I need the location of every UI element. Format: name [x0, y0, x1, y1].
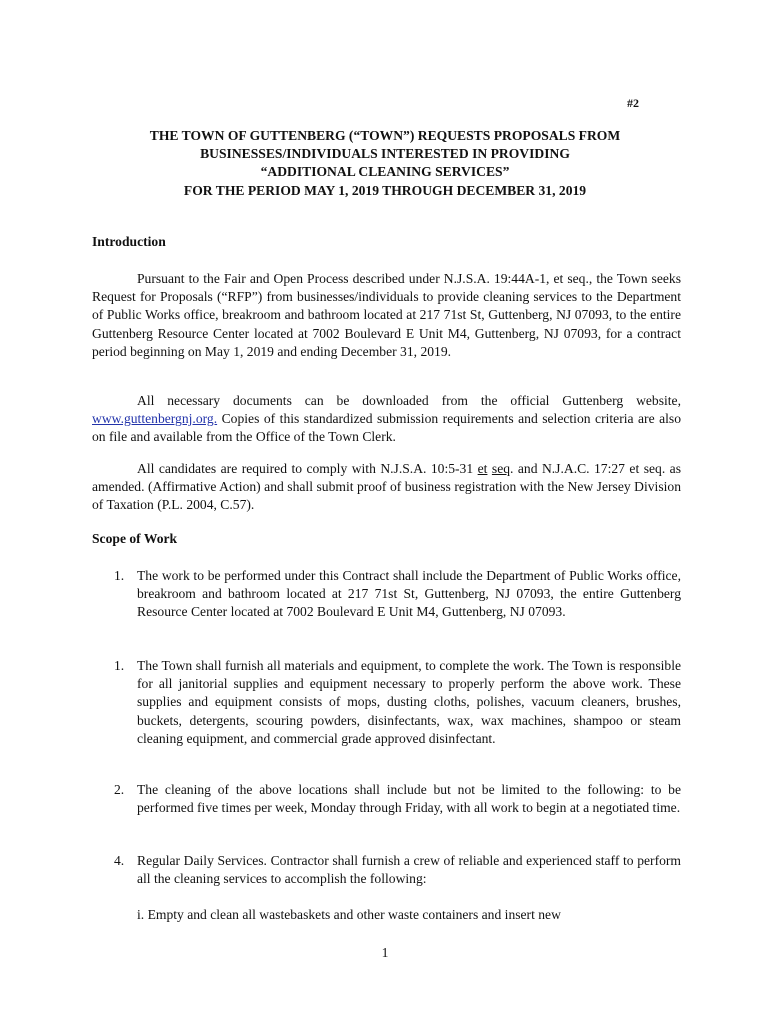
sub-list-item: i. Empty and clean all wastebaskets and other waste containers and insert new	[137, 907, 561, 922]
website-link[interactable]: www.guttenbergnj.org.	[92, 411, 218, 427]
title-line-4: FOR THE PERIOD MAY 1, 2019 THROUGH DECEMBER 31, 2019	[183, 182, 587, 198]
title-line-1: THE TOWN OF GUTTENBERG (“TOWN”) REQUESTS PROPOSALS FROM	[149, 128, 621, 143]
list-item-number: 1.	[114, 568, 125, 583]
list-item-number: 1.	[114, 658, 125, 673]
introduction-heading: Introduction	[92, 234, 166, 249]
paragraph-2-text-end: Copies of this standardized submission requirements and selection criteria are also on file and available from the Office of the Town Clerk.	[92, 411, 682, 445]
seq-underlined: seq	[491, 461, 511, 476]
paragraph-3-text-end: . and N.J.A.C. 17:27 et seq. as amended. (Affirmative Action) and shall submit proof of business registration with the New Jersey Division of Taxation (P.L. 2004, C.57).	[92, 461, 681, 513]
paragraph-2-text-start: All necessary documents can be downloaded from the official Guttenberg website,	[137, 393, 681, 408]
list-item-text: The work to be performed under this Contract shall include the Department of Public Works office, breakroom and bathroom located at 217 71st St, Guttenberg, NJ 07093, the entire Guttenberg Resource Center located at 7002 Boulevard E Unit M4, Guttenberg, NJ 07093.	[137, 568, 681, 620]
title-line-2: BUSINESSES/INDIVIDUALS INTERESTED IN PROVIDING	[200, 146, 570, 162]
page-number: 1	[381, 945, 389, 960]
introduction-paragraph-2	[92, 392, 681, 447]
scope-heading: Scope of Work	[92, 531, 178, 546]
paragraph-3-text-start: All candidates are required to comply with N.J.S.A. 10:5-31	[137, 461, 474, 476]
list-item-text: Regular Daily Services. Contractor shall furnish a crew of reliable and experienced staff to perform all the cleaning services to accomplish the following:	[137, 853, 681, 887]
list-item-text: The cleaning of the above locations shall include but not be limited to the following: to be performed five times per week, Monday through Friday, with all work to begin at a negotiated time.	[137, 782, 681, 816]
et-underlined: et	[477, 461, 488, 476]
list-item	[114, 657, 681, 748]
introduction-paragraph-3	[92, 460, 681, 515]
document-title	[92, 127, 678, 200]
list-item-number: 2.	[114, 782, 125, 797]
list-item	[114, 852, 681, 888]
list-item-text: The Town shall furnish all materials and equipment, to complete the work. The Town is responsible for all janitorial supplies and equipment necessary to properly perform the above work. These supplies and equipment consists of mops, dusting cloths, polishes, vacuum cleaners, brushes, buckets, detergents, scouring powders, disinfectants, wax, wax machines, shampoo or steam cleaning equipment, and commercial grade approved disinfectant.	[137, 658, 681, 746]
list-item-number: 4.	[114, 853, 125, 868]
list-item	[114, 781, 681, 817]
introduction-paragraph-1: Pursuant to the Fair and Open Process described under N.J.S.A. 19:44A-1, et seq., the Town seeks Request for Proposals (“RFP”) from businesses/individuals to provide cleaning services to the Department of Public Works office, breakroom and bathroom located at 217 71st St, Guttenberg, NJ 07093, to the entire Guttenberg Resource Center located at 7002 Boulevard E Unit M4, Guttenberg, NJ 07093, for a contract period beginning on May 1, 2019 and ending December 31, 2019.	[92, 271, 681, 359]
title-line-3: “ADDITIONAL CLEANING SERVICES”	[260, 164, 510, 180]
document-number: #2	[627, 96, 639, 110]
list-item	[114, 567, 681, 622]
